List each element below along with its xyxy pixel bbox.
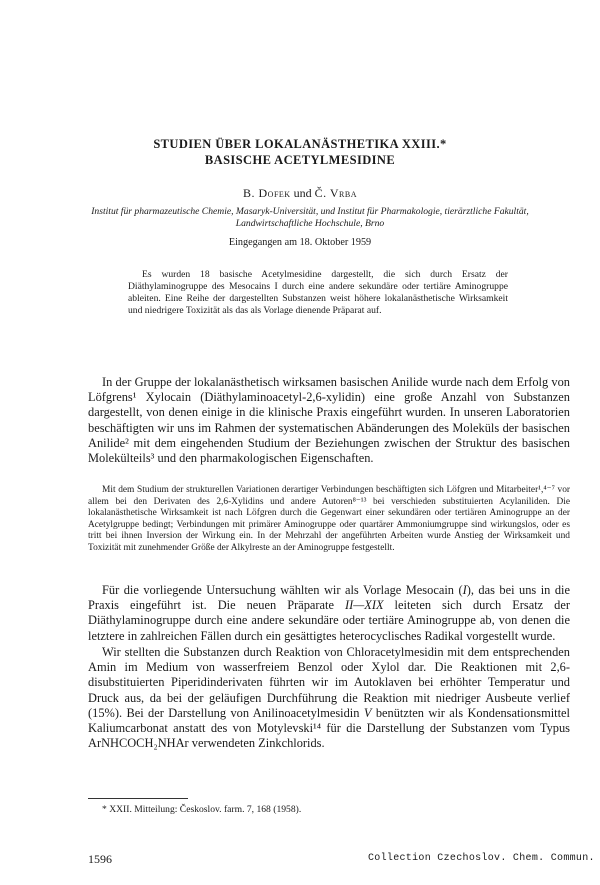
text-run: leiteten sich durch Ersatz der Diäthylaminogruppe durch eine andere sekundäre oder tertiäre Aminogruppe ab, von denen die letztere in zahlreichen Fällen durch ein gesättigtes heterocyclisches Radikal vorgestellt wurde. [88,598,570,643]
footnote-divider [88,798,188,799]
compound-range: II—XIX [345,598,384,613]
journal-name: Collection Czechoslov. Chem. Commun. [368,853,595,864]
text-run: Für die vorliegende Untersuchung wählten wir als Vorlage Mesocain ( [102,583,463,597]
page-number: 1596 [88,852,112,866]
received-date: Eingegangen am 18. Oktober 1959 [228,237,372,248]
author-join: und [290,186,315,200]
author-2: Č. Vrba [314,186,357,200]
text-run: ), das bei uns in die Praxis eingeführt ist. Die neuen Präparate [88,583,570,613]
text-run: Wir stellten die Substanzen durch Reaktion von Chloracetylmesidin mit dem entsprechenden Amin im Medium von wasserfreiem Benzol oder Xylol dar. Die Reaktionen mit 2,6-disubstituierten Piperidinderivaten führten wir im Autoklaven bei erhöhter Temperatur und Druck aus, da bei der geläufigen Durchführung die Reaktion mit niedriger Ausbeute verlief (15%). Bei der Darstellung von Anilinoacetylmesidin [88,645,570,720]
body-paragraph-1: In der Gruppe der lokalanästhetisch wirksamen basischen Anilide wurde nach dem Erfolg von Löfgrens¹ Xylocain (Diäthylaminoacetyl-2,6-xylidin) eine große Anzahl von Substanzen dargestellt, von denen einige in die klinische Praxis eingeführt wurden. In unseren Laboratorien beschäftigten wir uns im Rahmen der systematischen Abänderungen des Moleküls der basischen Anilide² mit dem eingehenden Studium der Beziehungen zwischen der Struktur des basischen Molekülteils³ und den pharmakologischen Eigenschaften. [88,375,570,466]
text-run: benützten wir als Kondensationsmittel Kaliumcarbonat anstatt des von Motylevski¹⁴ für die Darstellung der Substanzen vom Typus ArNHCOCH₂NHAr verwendeten Zinkchlorids. [88,705,570,751]
body-paragraph-2 [88,583,570,644]
article-title-line-1: STUDIEN ÜBER LOKALANÄSTHETIKA XXIII.* [153,137,447,151]
author-1: B. Dofek [243,186,291,200]
affiliation: Institut für pharmazeutische Chemie, Masaryk-Universität, und Institut für Pharmakologie, tierärztliche Fakultät, Landwirtschaftliche Hochschule, Brno [91,206,529,229]
compound-label: V [363,705,372,720]
small-print-paragraph: Mit dem Studium der strukturellen Variationen derartiger Verbindungen beschäftigten sich Löfgren und Mitarbeiter¹,⁴⁻⁷ vor allem bei den Derivaten des 2,6-Xylidins und andere Autoren⁸⁻¹³ bei verschieden substituierten Acylaniliden. Die lokalanästhetische Wirksamkeit ist nach Löfgren durch die Gegenwart einer sekundären oder tertiären Aminogruppe an der Acetylgruppe bedingt; Verbindungen mit primärer Aminogruppe oder quartärer Ammoniumgruppe sind wirkungslos, oder es tritt bei ihnen Inversion der Wirkung ein. In der Mehrzahl der angeführten Arbeiten wurde Anstieg der Wirksamkeit und Toxizität mit zunehmender Größe der Alkylreste an der Aminogruppe festgestellt. [88,485,570,553]
authors [0,186,600,201]
compound-label: I [462,583,467,597]
footnote: * XXII. Mitteilung: Českoslov. farm. 7, 168 (1958). [102,804,302,815]
body-paragraph-3 [88,645,570,751]
abstract: Es wurden 18 basische Acetylmesidine dargestellt, die sich durch Ersatz der Diäthylaminogruppe des Mesocains I durch eine andere sekundäre oder tertiäre Aminogruppe ableiten. Eine Reihe der dargestellten Substanzen weist höhere lokalanästhetische Wirksamkeit und niedrigere Toxizität als das als Vorlage dienende Präparat auf. [128,269,508,316]
article-title-line-2: BASISCHE ACETYLMESIDINE [204,153,396,167]
